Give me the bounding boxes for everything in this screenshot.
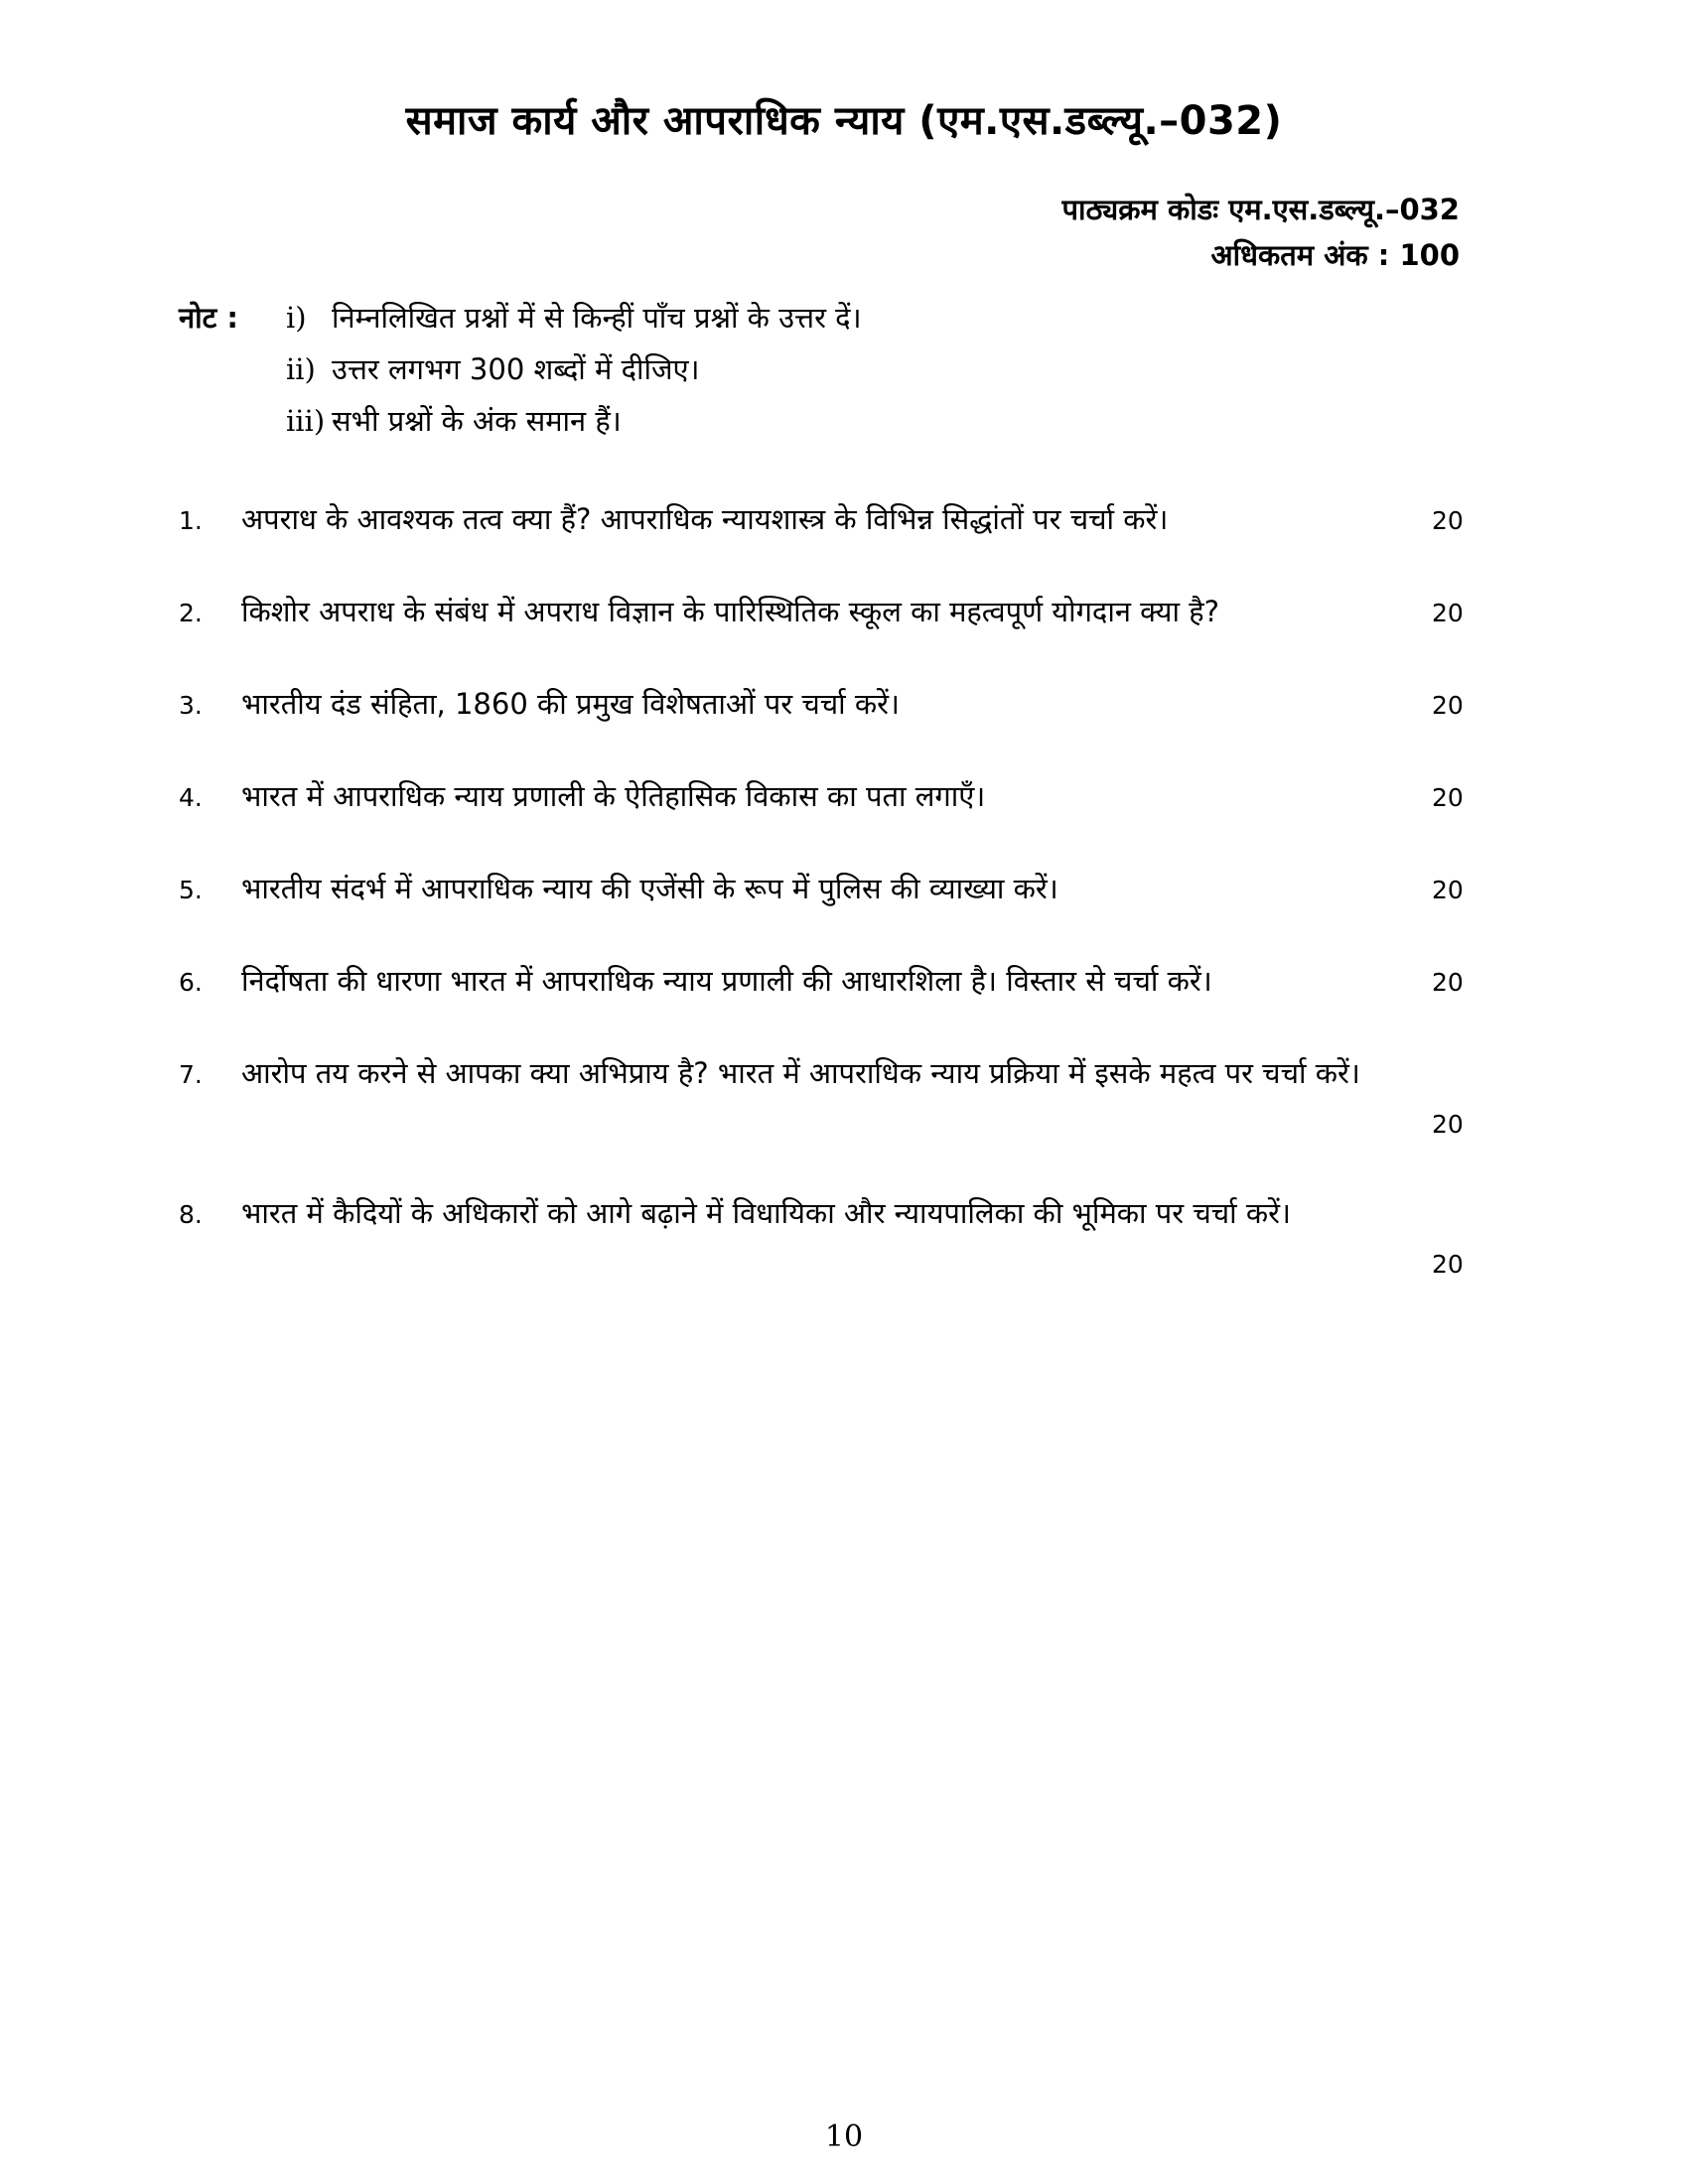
question-text: भारत में आपराधिक न्याय प्रणाली के ऐतिहासिक विकास का पता लगाएँ। bbox=[241, 779, 986, 813]
question-marks: 20 bbox=[1432, 691, 1464, 720]
question-number: 7. bbox=[179, 1060, 203, 1089]
question-marks: 20 bbox=[1432, 968, 1464, 997]
note-item bbox=[286, 298, 862, 337]
course-code: पाठ्यक्रम कोडः एम.एस.डब्ल्यू.–032 bbox=[1061, 193, 1460, 226]
question-number: 4. bbox=[179, 783, 203, 812]
question-text: भारतीय दंड संहिता, 1860 की प्रमुख विशेषताओं पर चर्चा करें। bbox=[241, 687, 901, 721]
question-number: 2. bbox=[179, 599, 203, 627]
note-item bbox=[286, 349, 700, 388]
question-number: 6. bbox=[179, 968, 203, 997]
note-item-text: उत्तर लगभग 300 शब्दों में दीजिए। bbox=[332, 352, 700, 386]
note-label: नोट : bbox=[179, 301, 238, 335]
question-marks: 20 bbox=[1432, 506, 1464, 535]
question-marks: 20 bbox=[1432, 783, 1464, 812]
question-text: भारत में कैदियों के अधिकारों को आगे बढ़ाने में विधायिका और न्यायपालिका की भूमिका पर चर्चा करें। bbox=[241, 1196, 1292, 1230]
max-marks: अधिकतम अंक : 100 bbox=[1210, 238, 1460, 272]
question-marks: 20 bbox=[1432, 1110, 1464, 1139]
question-marks: 20 bbox=[1432, 876, 1464, 904]
question-text: अपराध के आवश्यक तत्व क्या हैं? आपराधिक न्यायशास्त्र के विभिन्न सिद्धांतों पर चर्चा करें। bbox=[241, 502, 1169, 536]
note-item-text: निम्नलिखित प्रश्नों में से किन्हीं पाँच प्रश्नों के उत्तर दें। bbox=[332, 301, 862, 335]
question-number: 1. bbox=[179, 506, 203, 535]
question-marks: 20 bbox=[1432, 599, 1464, 627]
page-title: समाज कार्य और आपराधिक न्याय (एम.एस.डब्ल्यू.–032) bbox=[405, 98, 1283, 144]
course-meta bbox=[1062, 187, 1460, 278]
question-text: भारतीय संदर्भ में आपराधिक न्याय की एजेंसी के रूप में पुलिस की व्याख्या करें। bbox=[241, 872, 1058, 905]
note-item-text: सभी प्रश्नों के अंक समान हैं। bbox=[332, 404, 622, 438]
question-number: 8. bbox=[179, 1200, 203, 1229]
question-marks: 20 bbox=[1432, 1250, 1464, 1279]
note-item bbox=[286, 401, 622, 440]
note-item-number: i) bbox=[286, 301, 307, 335]
question-text: किशोर अपराध के संबंध में अपराध विज्ञान के पारिस्थितिक स्कूल का महत्वपूर्ण योगदान क्या है? bbox=[241, 595, 1220, 628]
question-text: आरोप तय करने से आपका क्या अभिप्राय है? भारत में आपराधिक न्याय प्रक्रिया में इसके महत्व पर चर्चा करें। bbox=[241, 1056, 1360, 1090]
question-number: 3. bbox=[179, 691, 203, 720]
page-number: 10 bbox=[824, 2119, 864, 2154]
note-item-number: ii) bbox=[286, 352, 316, 386]
note-item-number: iii) bbox=[286, 404, 326, 438]
question-text: निर्दोषता की धारणा भारत में आपराधिक न्याय प्रणाली की आधारशिला है। विस्तार से चर्चा करें। bbox=[241, 964, 1212, 998]
question-number: 5. bbox=[179, 876, 203, 904]
